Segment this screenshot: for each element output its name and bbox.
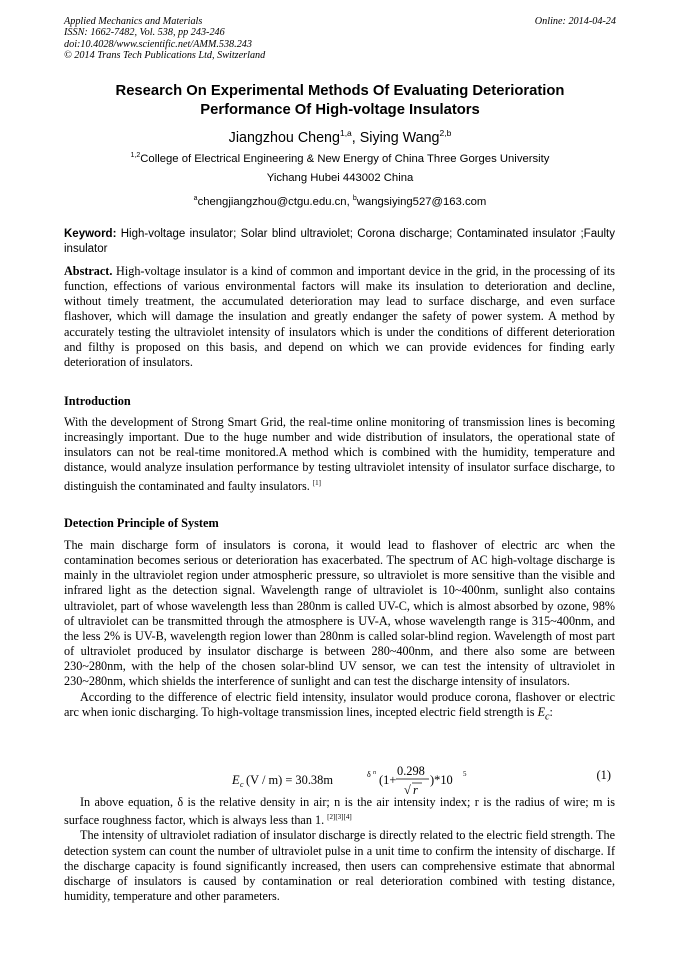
detection-paragraph-3	[64, 795, 615, 828]
author-2: Siying Wang	[359, 129, 440, 146]
email-b: wangsiying527@163.com	[356, 195, 487, 208]
abstract-label: Abstract.	[64, 264, 113, 278]
eq-lhs-var: E	[232, 773, 240, 787]
email-b-mark: b	[352, 195, 357, 202]
author-2-affiliation-mark: 2,b	[439, 128, 452, 138]
authors	[64, 124, 616, 147]
eq-power: 5	[463, 770, 467, 778]
field-strength-subscript: c	[545, 711, 550, 723]
equation-1	[64, 758, 615, 797]
keywords-text: High-voltage insulator; Solar blind ultraviolet; Corona discharge; Contaminated insulator ;Faulty insulator	[64, 228, 615, 255]
eq-lhs-sub: c	[240, 780, 244, 789]
title-line-1: Research On Experimental Methods Of Evaluating Deterioration	[115, 83, 565, 99]
eq-delta: δ	[367, 770, 371, 779]
email-a: chengjiangzhou@ctgu.edu.cn,	[197, 195, 353, 208]
introduction-body	[64, 415, 615, 494]
introduction-text: With the development of Strong Smart Grid, the real-time online monitoring of transmission lines is becoming increasingly important. Due to the huge number and wide distribution of insulators, the operational state of insulators can not be real-time monitored.A method which is combined with the humidity, temperature and distance, would analyze insulation performance by testing ultraviolet intensity of insulator surface discharge, to distinguish the contaminated and faulty insulators.	[64, 415, 615, 493]
doi-line: doi:10.4028/www.scientific.net/AMM.538.243	[64, 38, 252, 50]
eq-paren-close: )*10	[430, 773, 453, 787]
detection-paragraph-1: The main discharge form of insulators is corona, it would lead to flashover of electric arc when the contamination becomes serious or deterioration has exacerbated. The spectrum of AC high-voltage discharge is mainly in the ultraviolet region under atmospheric pressure, so ultraviolet is more sensitive than the visible and infrared light as the detection signal. Wavelength range of ultraviolet is 10~400nm, sunlight also contains ultraviolet, part of whose wavelength less than 280nm is called UV-C, which is almost absorbed by ozone, 98% of ultraviolet can be transmitted through the atmosphere is UV-A, whose wavelength range is 315~400nm, and the less 2% is UV-B, wavelength region lower than 280nm is called solar-blind region. Wavelength of most part of ultraviolet produced by insulator discharge is between 280~400nm, and there also some are between 230~280nm, with the help of the chosen solar-blind UV sensor, we can test the intensity of ultraviolet in 230~280nm, which shields the interference of sunlight and can test the discharge intensity of insulators.	[64, 538, 615, 689]
colon: :	[549, 704, 553, 719]
detection-paragraph-2-text: According to the difference of electric field intensity, insulator would produce corona, flashover or electric arc when ionic discharging. To high-voltage transmission lines, incepted electric field strength is	[64, 689, 615, 719]
detection-body	[64, 538, 615, 724]
detection-paragraph-2	[64, 690, 615, 725]
abstract	[64, 264, 615, 370]
detection-paragraph-4: The intensity of ultraviolet radiation of insulator discharge is directly related to the electric field strength. The detection system can count the number of ultraviolet pulse in a unit time to confirm the intensity of discharge. If the discharge capacity is found significantly increased, then users can comprehensive estimate that abnormal discharge of insulators is caused by contamination or real deterioration combined with testing distance, humidity, temperature and other parameters.	[64, 828, 615, 903]
introduction-heading: Introduction	[64, 394, 131, 408]
online-date: Online: 2014-04-24	[534, 16, 616, 27]
author-1-affiliation-mark: 1,a	[339, 128, 352, 138]
detection-principle-heading: Detection Principle of System	[64, 516, 219, 530]
title-line-2: Performance Of High-voltage Insulators	[200, 102, 480, 118]
eq-paren-open: (1+	[379, 773, 397, 787]
journal-header	[64, 16, 616, 62]
equation-number: (1)	[596, 768, 611, 782]
paper-title	[64, 82, 616, 120]
keywords-label: Keyword:	[64, 228, 117, 240]
journal-name: Applied Mechanics and Materials	[64, 16, 203, 27]
eq-numerator: 0.298	[397, 764, 425, 778]
issn-line: ISSN: 1662-7482, Vol. 538, pp 243-246	[64, 27, 225, 39]
citation-2-4: [2][3][4]	[327, 813, 352, 822]
author-separator: ,	[351, 129, 360, 146]
affiliation-line-1	[64, 149, 616, 166]
author-1: Jiangzhou Cheng	[228, 129, 340, 146]
eq-sqrt-symbol: √	[404, 783, 411, 797]
affiliation-institution: College of Electrical Engineering & New Energy of China Three Gorges University	[140, 152, 550, 165]
author-emails	[64, 192, 616, 209]
equation-body	[232, 764, 472, 797]
detection-paragraph-3-text: In above equation, δ is the relative density in air; n is the air intensity index; r is the radius of wire; m is surface roughness factor, which is always less than 1.	[64, 795, 615, 828]
citation-1: [1]	[312, 478, 321, 487]
eq-lhs-unit: (V / m) = 30.38m	[246, 773, 333, 787]
email-a-mark: a	[193, 195, 198, 202]
abstract-text: High-voltage insulator is a kind of common and important device in the grid, in the processing of its function, effections of various environmental factors will make its insulation to deterioration and decline, without timely treatment, the accumulated deterioration may lead to surface discharge, and even surface flashover, which will damage the insulation and greatly endanger the safety of power system. A method by accurately testing the ultraviolet intensity of insulators which is under the conditions of different deterioration and filthy is proposed on this basis, and depend on which we can provide evidences for finding early deterioration of insulators.	[64, 264, 615, 369]
eq-radicand: r	[413, 783, 418, 797]
detection-body-continued	[64, 795, 615, 904]
field-strength-symbol: E	[537, 704, 546, 719]
copyright-line: © 2014 Trans Tech Publications Ltd, Switzerland	[64, 50, 266, 62]
affiliation-mark: 1,2	[130, 152, 141, 159]
keywords	[64, 227, 615, 256]
affiliation-line-2: Yichang Hubei 443002 China	[266, 172, 414, 184]
eq-exponent: n	[373, 770, 376, 776]
